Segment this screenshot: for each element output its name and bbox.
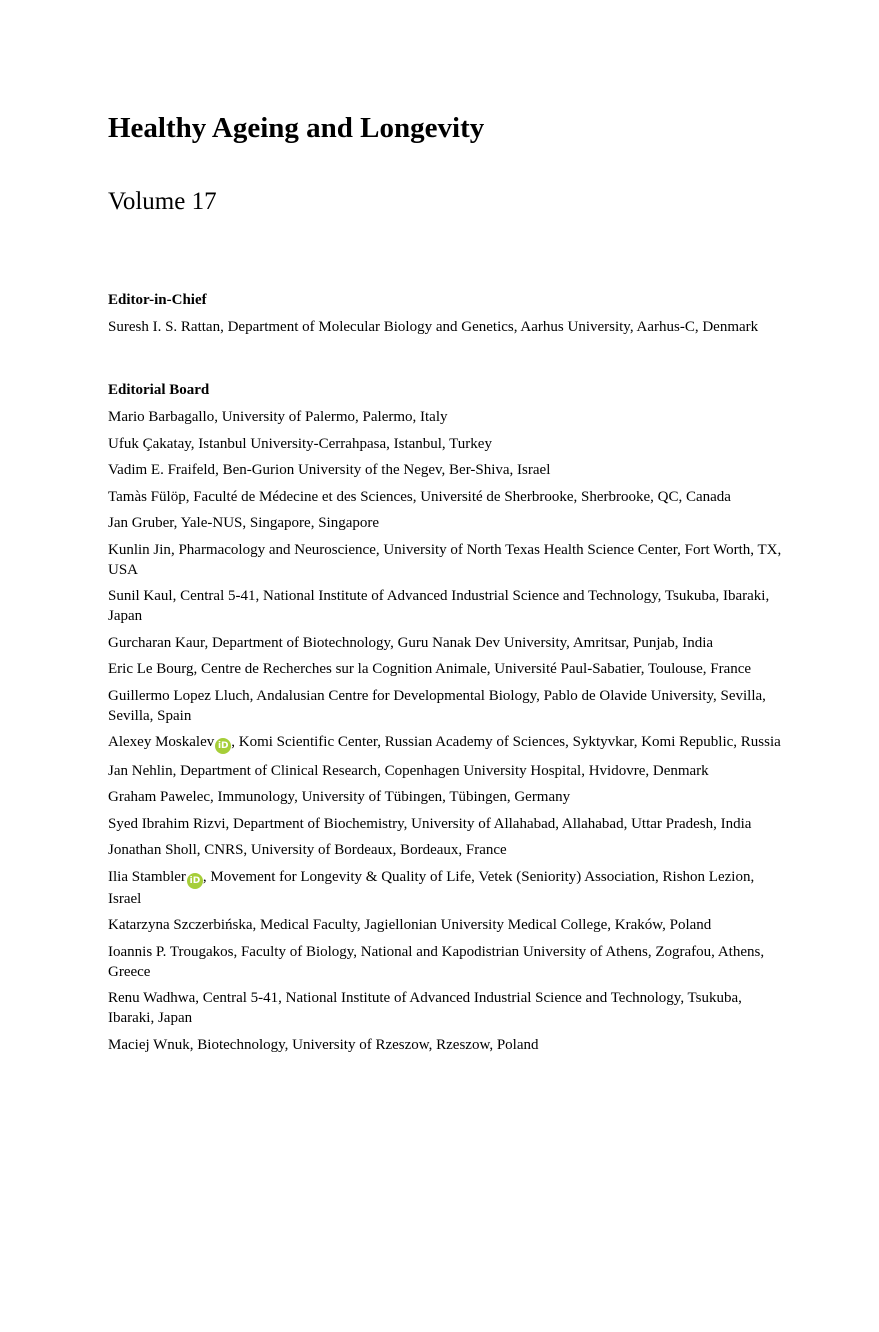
editorial-board-member <box>108 434 788 454</box>
orcid-icon[interactable]: iD <box>215 738 231 754</box>
editorial-board-member <box>108 513 788 533</box>
member-affiliation: , Department of Biotechnology, Guru Nanak Dev University, Amritsar, Punjab, India <box>204 634 714 651</box>
editorial-board-member <box>108 761 788 781</box>
member-name: Sunil Kaul <box>108 588 173 604</box>
editorial-board-member <box>108 586 788 626</box>
member-name: Jan Gruber <box>108 515 174 531</box>
member-name: Eric Le Bourg <box>108 661 194 677</box>
editorial-board-heading: Editorial Board <box>108 382 210 398</box>
member-name: Vadim E. Fraifeld <box>108 462 216 478</box>
member-affiliation: , Faculty of Biology, National and Kapodistrian University of Athens, Zografou, Athens, Greece <box>108 943 765 980</box>
editorial-board-member <box>108 942 788 982</box>
member-affiliation: , Department of Clinical Research, Copenhagen University Hospital, Hvidovre, Denmark <box>172 762 709 779</box>
member-affiliation: , Faculté de Médecine et des Sciences, Université de Sherbrooke, Sherbrooke, QC, Canada <box>185 488 731 505</box>
member-affiliation: , Movement for Longevity & Quality of Life, Vetek (Seniority) Association, Rishon Lezion, Israel <box>108 868 755 907</box>
editorial-board-member <box>108 659 788 679</box>
member-name: Guillermo Lopez Lluch <box>108 687 250 704</box>
member-name: Jan Nehlin <box>108 762 173 779</box>
editorial-board-member <box>108 407 788 427</box>
member-name: Ioannis P. Trougakos <box>108 943 234 960</box>
editorial-board-member <box>108 1035 788 1055</box>
member-affiliation: , University of Palermo, Palermo, Italy <box>214 409 448 425</box>
member-affiliation: , CNRS, University of Bordeaux, Bordeaux, France <box>196 842 507 858</box>
member-affiliation: , Yale-NUS, Singapore, Singapore <box>173 515 380 531</box>
member-name: Tamàs Fülöp <box>108 488 186 505</box>
editorial-board-member <box>108 915 788 935</box>
member-name: Mario Barbagallo <box>108 409 215 425</box>
member-affiliation: , Department of Biochemistry, University of Allahabad, Allahabad, Uttar Pradesh, India <box>225 815 752 832</box>
editor-in-chief-section <box>108 290 788 344</box>
editorial-board-member <box>108 633 788 653</box>
member-affiliation: , Medical Faculty, Jagiellonian University Medical College, Kraków, Poland <box>252 917 712 933</box>
editorial-board-member <box>108 988 788 1028</box>
member-name: Graham Pawelec <box>108 789 211 805</box>
series-title: Healthy Ageing and Longevity <box>108 112 485 144</box>
member-affiliation: , Istanbul University-Cerrahpasa, Istanbul, Turkey <box>190 435 492 452</box>
editorial-board-member <box>108 787 788 807</box>
member-name: Gurcharan Kaur <box>108 634 205 651</box>
editorial-board-member <box>108 840 788 860</box>
member-name: Kunlin Jin <box>108 541 171 558</box>
editorial-board-member <box>108 814 788 834</box>
member-name: Syed Ibrahim Rizvi <box>108 815 226 832</box>
editorial-board-member <box>108 540 788 580</box>
member-name: Renu Wadhwa <box>108 990 196 1006</box>
editor-in-chief-entry: Suresh I. S. Rattan, Department of Molecular Biology and Genetics, Aarhus University, Aarhus-C, Denmark <box>108 319 759 335</box>
member-affiliation: , Centre de Recherches sur la Cognition Animale, Université Paul-Sabatier, Toulouse, France <box>193 661 752 677</box>
member-affiliation: , Immunology, University of Tübingen, Tübingen, Germany <box>210 789 571 805</box>
member-affiliation: , Biotechnology, University of Rzeszow, Rzeszow, Poland <box>189 1036 539 1053</box>
member-affiliation: , Andalusian Centre for Developmental Biology, Pablo de Olavide University, Sevilla, Sevilla, Spain <box>108 687 766 724</box>
member-affiliation: , Pharmacology and Neuroscience, University of North Texas Health Science Center, Fort Worth, TX, USA <box>108 541 782 578</box>
editorial-board-member <box>108 686 788 726</box>
editorial-board-member <box>108 487 788 507</box>
member-affiliation: , Komi Scientific Center, Russian Academy of Sciences, Syktyvkar, Komi Republic, Russia <box>231 734 781 750</box>
editorial-board-list <box>108 407 788 1055</box>
member-name: Jonathan Sholl <box>108 842 197 858</box>
orcid-icon[interactable]: iD <box>187 873 203 889</box>
member-affiliation: , Ben-Gurion University of the Negev, Ber-Shiva, Israel <box>215 462 551 478</box>
volume-number: Volume 17 <box>108 188 217 215</box>
member-name: Katarzyna Szczerbińska <box>108 917 253 933</box>
member-name: Maciej Wnuk <box>108 1036 190 1053</box>
member-affiliation: , Central 5-41, National Institute of Advanced Industrial Science and Technology, Tsukuba, Ibaraki, Japan <box>108 588 770 624</box>
member-affiliation: , Central 5-41, National Institute of Advanced Industrial Science and Technology, Tsukuba, Ibaraki, Japan <box>108 990 742 1026</box>
editorial-board-section <box>108 380 788 1061</box>
member-name: Ufuk Çakatay <box>108 435 191 452</box>
editorial-board-member <box>108 460 788 480</box>
editorial-board-member <box>108 867 788 909</box>
editorial-board-member <box>108 732 788 754</box>
member-name: Alexey Moskalev <box>108 734 215 750</box>
editor-in-chief-heading: Editor-in-Chief <box>108 292 207 308</box>
member-name: Ilia Stambler <box>108 868 186 885</box>
